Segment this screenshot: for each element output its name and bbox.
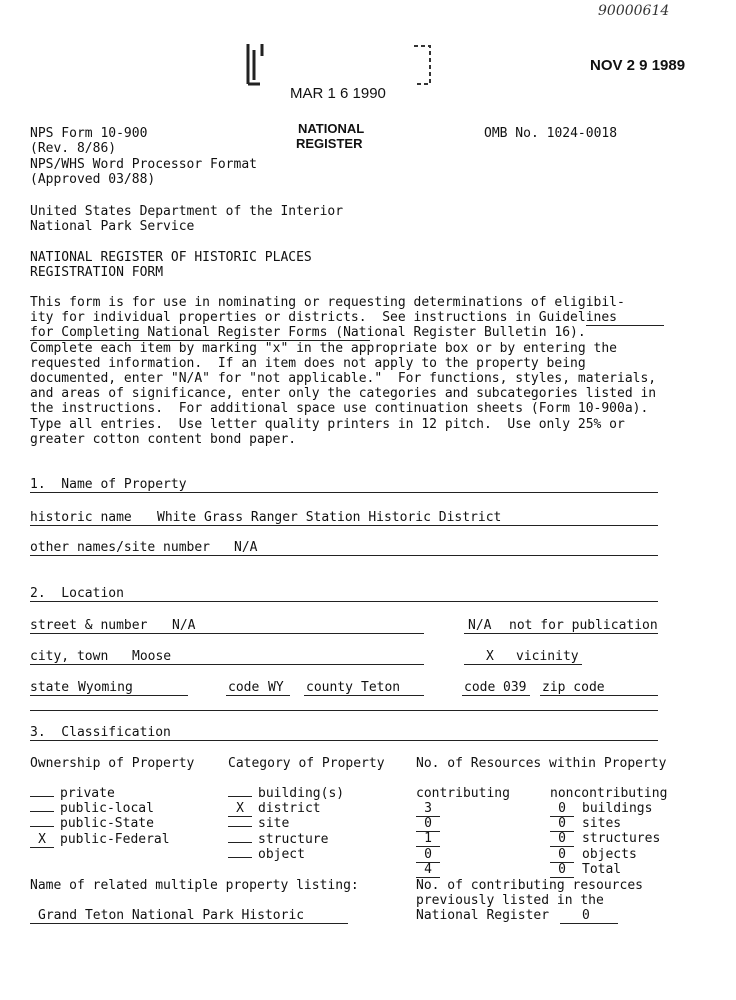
county-label: county bbox=[306, 680, 353, 695]
not-for-publication-label: not for publication bbox=[509, 618, 658, 633]
form-subtitle: REGISTRATION FORM bbox=[30, 265, 164, 280]
resource-type-label: sites bbox=[582, 816, 622, 832]
state-label: state bbox=[30, 680, 70, 695]
contributing-cell bbox=[416, 831, 440, 847]
section1-heading: 1. Name of Property bbox=[30, 477, 187, 492]
related-listing-value[interactable]: Grand Teton National Park Historic bbox=[38, 908, 305, 923]
register-stamp-box bbox=[244, 40, 434, 90]
instruction-line: the instructions. For additional space use continuation sheets (Form 10-900a). bbox=[30, 401, 649, 417]
category-label: object bbox=[258, 846, 305, 862]
state-value[interactable]: Wyoming bbox=[78, 680, 133, 695]
contributing-cell bbox=[416, 847, 440, 863]
contributing-count[interactable]: 3 bbox=[416, 801, 440, 817]
resources-heading: No. of Resources within Property bbox=[416, 756, 667, 771]
noncontributing-cell bbox=[550, 862, 621, 878]
category-option[interactable] bbox=[228, 816, 289, 831]
category-label: structure bbox=[258, 831, 329, 847]
ownership-heading: Ownership of Property bbox=[30, 756, 195, 771]
contributing-count[interactable]: 1 bbox=[416, 831, 440, 847]
guidelines-underline bbox=[30, 340, 370, 341]
contributing-cell bbox=[416, 862, 440, 878]
ownership-option[interactable] bbox=[30, 832, 170, 848]
contributing-count[interactable]: 0 bbox=[416, 816, 440, 832]
contributing-count[interactable]: 0 bbox=[416, 847, 440, 863]
vicinity-label: vicinity bbox=[516, 649, 579, 664]
register-stamp-date: MAR 1 6 1990 bbox=[290, 85, 386, 102]
other-names-rule bbox=[30, 555, 658, 556]
noncontributing-count[interactable]: 0 bbox=[550, 801, 574, 817]
other-names-label: other names/site number bbox=[30, 540, 211, 555]
register-stamp-line1: NATIONAL bbox=[298, 121, 365, 136]
ownership-option[interactable] bbox=[30, 801, 154, 816]
section2-bottom-rule bbox=[30, 710, 658, 711]
ownership-checkbox[interactable] bbox=[30, 811, 54, 812]
category-option[interactable] bbox=[228, 801, 321, 817]
historic-name-value[interactable]: White Grass Ranger Station Historic District bbox=[157, 510, 502, 525]
stamp-frame-icon bbox=[244, 40, 434, 90]
nfp-rule bbox=[464, 633, 658, 634]
ownership-label: public-local bbox=[60, 801, 154, 817]
noncontributing-count[interactable]: 0 bbox=[550, 862, 574, 878]
noncontributing-count[interactable]: 0 bbox=[550, 831, 574, 847]
related-listing-rule bbox=[30, 923, 348, 924]
category-checkbox[interactable] bbox=[228, 842, 252, 843]
county-rule bbox=[304, 695, 424, 696]
omb-number: OMB No. 1024-0018 bbox=[484, 126, 618, 141]
historic-name-label: historic name bbox=[30, 510, 132, 525]
previously-listed-rule bbox=[560, 923, 618, 924]
state-rule bbox=[30, 695, 188, 696]
noncontributing-cell bbox=[550, 831, 660, 847]
instruction-line: documented, enter "N/A" for "not applicable." For functions, styles, materials, bbox=[30, 371, 657, 386]
instruction-line: This form is for use in nominating or requesting determinations of eligibil- bbox=[30, 295, 625, 310]
received-date-stamp: NOV 2 9 1989 bbox=[590, 57, 686, 74]
state-code-label: code bbox=[228, 680, 260, 695]
category-checkbox[interactable] bbox=[228, 796, 252, 797]
ownership-checkbox[interactable] bbox=[30, 796, 54, 797]
noncontributing-heading: noncontributing bbox=[550, 786, 668, 801]
ownership-checkbox[interactable] bbox=[30, 826, 54, 827]
instruction-line: for Completing National Register Forms (National Register Bulletin 16). bbox=[30, 325, 586, 341]
section3-heading: 3. Classification bbox=[30, 725, 171, 740]
ownership-option[interactable] bbox=[30, 816, 154, 831]
noncontributing-cell bbox=[550, 816, 621, 832]
category-heading: Category of Property bbox=[228, 756, 385, 771]
county-code-label: code bbox=[464, 680, 496, 695]
previously-listed-line3: National Register bbox=[416, 908, 550, 923]
register-stamp-line2: REGISTER bbox=[296, 136, 363, 151]
previously-listed-line2: previously listed in the bbox=[416, 893, 604, 908]
contributing-count[interactable]: 4 bbox=[416, 862, 440, 878]
resource-type-label: objects bbox=[582, 846, 637, 862]
section2-heading: 2. Location bbox=[30, 586, 124, 601]
resource-type-label: structures bbox=[582, 831, 661, 847]
section3-rule bbox=[30, 740, 658, 741]
street-label: street & number bbox=[30, 618, 148, 633]
related-listing-label: Name of related multiple property listing: bbox=[30, 878, 359, 893]
form-title: NATIONAL REGISTER OF HISTORIC PLACES bbox=[30, 250, 312, 265]
contributing-heading: contributing bbox=[416, 786, 510, 801]
other-names-value[interactable]: N/A bbox=[234, 540, 258, 555]
noncontributing-cell bbox=[550, 801, 652, 817]
city-rule bbox=[30, 664, 424, 665]
instruction-line: and areas of significance, enter only the categories and subcategories listed in bbox=[30, 386, 657, 402]
instruction-line: Type all entries. Use letter quality printers in 12 pitch. Use only 25% or bbox=[30, 416, 625, 432]
category-option[interactable] bbox=[228, 832, 328, 847]
resource-type-label: buildings bbox=[582, 801, 653, 816]
instruction-line: requested information. If an item does not apply to the property being bbox=[30, 355, 586, 371]
category-checkbox[interactable]: X bbox=[228, 801, 252, 817]
section1-rule bbox=[30, 492, 658, 493]
not-for-publication-value[interactable]: N/A bbox=[468, 618, 492, 633]
street-rule bbox=[30, 633, 424, 634]
form-format: NPS/WHS Word Processor Format bbox=[30, 157, 257, 172]
agency-line1: United States Department of the Interior bbox=[30, 204, 344, 219]
noncontributing-count[interactable]: 0 bbox=[550, 816, 574, 832]
category-label: building(s) bbox=[258, 786, 345, 801]
street-value[interactable]: N/A bbox=[172, 618, 196, 633]
historic-name-rule bbox=[30, 525, 658, 526]
noncontributing-count[interactable]: 0 bbox=[550, 847, 574, 863]
ownership-checkbox[interactable]: X bbox=[30, 832, 54, 848]
contributing-cell bbox=[416, 801, 440, 817]
county-code-value[interactable]: 039 bbox=[503, 680, 527, 695]
vicinity-mark[interactable]: X bbox=[486, 649, 494, 664]
ownership-label: public-Federal bbox=[60, 831, 170, 847]
instruction-line: ity for individual properties or districts. See instructions in Guidelines bbox=[30, 310, 617, 326]
agency-line2: National Park Service bbox=[30, 219, 195, 234]
category-label: site bbox=[258, 816, 290, 832]
county-code-rule bbox=[462, 695, 530, 696]
form-approved: (Approved 03/88) bbox=[30, 172, 156, 187]
form-number: NPS Form 10-900 bbox=[30, 126, 148, 141]
state-code-value[interactable]: WY bbox=[268, 680, 284, 695]
city-value[interactable]: Moose bbox=[132, 649, 172, 664]
instruction-line: Complete each item by marking "x" in the appropriate box or by entering the bbox=[30, 340, 617, 356]
noncontributing-cell bbox=[550, 847, 637, 863]
category-checkbox[interactable] bbox=[228, 857, 252, 858]
zip-code-rule bbox=[540, 695, 658, 696]
previously-listed-line1: No. of contributing resources bbox=[416, 878, 643, 893]
zip-code-label: zip code bbox=[542, 680, 605, 695]
form-revision: (Rev. 8/86) bbox=[30, 141, 117, 156]
category-label: district bbox=[258, 801, 321, 817]
county-value[interactable]: Teton bbox=[361, 680, 401, 695]
ownership-label: private bbox=[60, 786, 115, 801]
state-code-rule bbox=[226, 695, 290, 696]
previously-listed-value[interactable]: 0 bbox=[582, 908, 590, 923]
ownership-label: public-State bbox=[60, 816, 154, 832]
ownership-option[interactable] bbox=[30, 786, 115, 801]
category-checkbox[interactable] bbox=[228, 826, 252, 827]
resource-type-label: Total bbox=[582, 861, 622, 877]
instruction-line: greater cotton content bond paper. bbox=[30, 431, 297, 447]
contributing-cell bbox=[416, 816, 440, 832]
handwritten-reference-number: 90000614 bbox=[598, 3, 670, 19]
category-option[interactable] bbox=[228, 847, 305, 862]
city-label: city, town bbox=[30, 649, 109, 664]
guidelines-underline-2 bbox=[586, 325, 664, 326]
category-option[interactable] bbox=[228, 786, 344, 801]
vicinity-rule bbox=[464, 664, 582, 665]
section2-rule bbox=[30, 601, 658, 602]
